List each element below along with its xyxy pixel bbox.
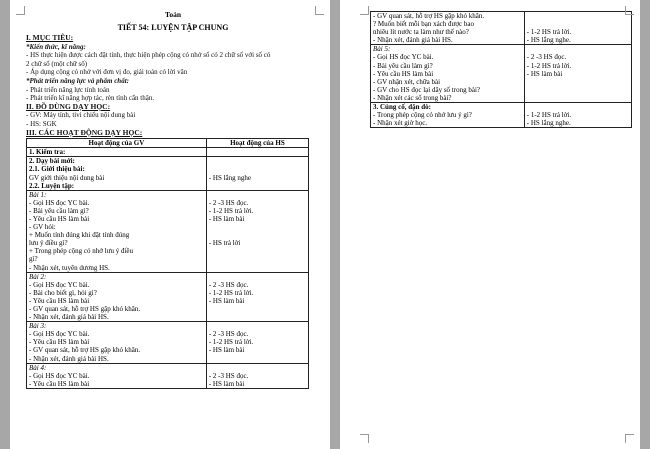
teacher-activity-line: nhiêu lít nước ta làm như thế nào? [373, 28, 469, 37]
student-activity-line [209, 231, 306, 239]
subject-heading: Toán [165, 10, 181, 19]
student-activity-line: - 1-2 HS trả lời. [526, 28, 572, 37]
student-activity-line: - HS làm bài [208, 379, 245, 388]
teacher-activity-line: - Gọi HS đọc YC bài. [29, 371, 90, 380]
student-activity-line: - 2 -3 HS đọc. [526, 53, 567, 62]
teacher-activity-cell [371, 45, 525, 103]
teacher-activity-line: - Gọi HS đọc YC bài. [373, 53, 434, 62]
doc-line: 2 chữ số (một chữ số) [26, 59, 88, 68]
teacher-activity-line: 2. Dạy bài mới: [29, 157, 75, 166]
teacher-activity-line: 3. Củng cố, dặn dò: [373, 103, 431, 112]
doc-line: *Phát triển năng lực và phẩm chất: [26, 76, 129, 85]
doc-line: - Phát triển năng lực tính toán [26, 85, 110, 94]
student-activity-line [209, 191, 306, 199]
teacher-activity-line: - GV cho HS đọc lại dãy số trong bài? [373, 85, 480, 94]
student-activity-line [527, 86, 629, 94]
document-page-right [340, 0, 640, 449]
student-activity-line: - 1-2 HS trả lời. [208, 338, 254, 347]
table-row [27, 157, 309, 190]
student-activity-line: - HS lắng nghe. [526, 36, 571, 45]
teacher-activity-cell [27, 322, 207, 363]
student-activity-line [527, 78, 629, 86]
margin-corner-mark [625, 6, 634, 15]
teacher-activity-line: - Yêu cầu HS làm bài [373, 69, 434, 78]
teacher-activity-line: 2.2. Luyện tập: [29, 181, 75, 190]
student-activity-line [527, 103, 629, 111]
teacher-activity-line: - Nhận xét, tuyên dương HS. [29, 263, 110, 272]
teacher-activity-line: Bài 2: [29, 272, 47, 281]
doc-line: - GV: Máy tính, tivi chiếu nội dung bài [26, 111, 136, 120]
student-activity-cell [206, 190, 308, 272]
student-activity-cell [206, 363, 308, 388]
teacher-activity-line: - Nhận xét, đánh giá bài HS. [373, 36, 453, 45]
student-activity-line: - HS lắng nghe [208, 173, 252, 182]
student-activity-line: - HS làm bài [208, 346, 245, 355]
student-activity-line: - 2 -3 HS đọc. [208, 280, 249, 289]
student-activity-cell [524, 12, 631, 45]
student-activity-line: - 1-2 HS trả lời. [526, 111, 572, 120]
student-activity-line [209, 264, 306, 272]
student-activity-line: - HS làm bài [208, 296, 245, 305]
teacher-activity-line: - Yêu cầu HS làm bài [29, 296, 90, 305]
table-row [27, 190, 309, 272]
student-activity-line: - 1-2 HS trả lời. [526, 61, 572, 70]
teacher-activity-cell [27, 272, 207, 322]
student-activity-cell [206, 148, 308, 157]
table-row [371, 45, 632, 103]
teacher-activity-line: - Bài yêu cầu làm gì? [29, 206, 89, 215]
teacher-activity-line: - Gọi HS đọc YC bài. [29, 280, 90, 289]
teacher-activity-line: - Nhận xét, đánh giá bài HS. [29, 313, 109, 322]
student-activity-cell [206, 157, 308, 190]
student-activity-line [209, 255, 306, 263]
margin-corner-mark [625, 434, 634, 443]
teacher-activity-line: - Yêu cầu HS làm bài [29, 379, 90, 388]
margin-corner-mark [315, 6, 324, 15]
teacher-activity-line: - Trong phép cộng có nhớ lưu ý gì? [373, 111, 472, 120]
margin-corner-mark [16, 6, 25, 15]
student-activity-cell [206, 322, 308, 363]
student-activity-line: - HS lắng nghe. [526, 119, 571, 128]
student-activity-line: - HS làm bài [208, 214, 245, 223]
student-activity-line [527, 94, 629, 102]
student-activity-line: - 1-2 HS trả lời. [208, 206, 254, 215]
teacher-activity-line: - Gọi HS đọc YC bài. [29, 330, 90, 339]
student-activity-cell [206, 272, 308, 322]
doc-line: I. MỤC TIÊU: [26, 33, 74, 42]
teacher-activity-header: Hoạt động của GV [27, 139, 207, 148]
document-page-left [10, 0, 330, 449]
teacher-activity-line: Bài 3: [29, 322, 47, 331]
teacher-activity-cell [27, 363, 207, 388]
teacher-activity-line: - GV quan sát, hỗ trợ HS gặp khó khăn. [373, 12, 485, 20]
teacher-activity-line: - Nhận xét các số trong bài? [373, 93, 452, 102]
student-activity-header: Hoạt động của HS [206, 139, 308, 148]
student-activity-line [209, 247, 306, 255]
student-activity-line [527, 45, 629, 53]
table-row [371, 103, 632, 128]
activities-table [26, 138, 309, 389]
teacher-activity-line: - GV quan sát, hỗ trợ HS gặp khó khăn. [29, 305, 141, 313]
student-activity-line [209, 305, 306, 313]
student-activity-line [209, 355, 306, 363]
teacher-activity-line: - Nhận xét giờ học. [373, 119, 428, 128]
margin-corner-mark [360, 6, 369, 15]
teacher-activity-line: Bài 1: [29, 190, 47, 199]
teacher-activity-cell [371, 12, 525, 45]
doc-line: II. ĐỒ DÙNG DẠY HỌC: [26, 101, 111, 111]
teacher-activity-cell [27, 157, 207, 190]
student-activity-line [527, 20, 629, 28]
teacher-activity-line: + Muốn tính đúng khi đặt tính đúng [29, 231, 130, 240]
teacher-activity-line: + Trong phép cộng có nhớ lưu ý điều [29, 247, 133, 256]
student-activity-line: - HS trả lời [208, 239, 241, 248]
teacher-activity-line: - GV quan sát, hỗ trợ HS gặp khó khăn. [29, 346, 141, 355]
teacher-activity-line: 1. Kiểm tra: [29, 148, 66, 157]
doc-line: - Áp dụng cộng có nhớ với đơn vị đo, giải toán có lời văn [26, 68, 188, 77]
student-activity-line [209, 157, 306, 165]
student-activity-line [209, 165, 306, 173]
teacher-activity-cell [27, 190, 207, 272]
student-activity-cell [524, 103, 631, 128]
student-activity-line [209, 148, 306, 156]
teacher-activity-line: Bài 5: [373, 45, 391, 54]
student-activity-line [209, 223, 306, 231]
lesson-objectives [26, 34, 320, 137]
doc-line: III. CÁC HOẠT ĐỘNG DẠY HỌC: [26, 127, 143, 137]
student-activity-line: - 2 -3 HS đọc. [208, 371, 249, 380]
teacher-activity-line: - Yêu cầu HS làm bài [29, 214, 90, 223]
table-row [27, 363, 309, 388]
teacher-activity-line: Bài 4: [29, 363, 47, 372]
teacher-activity-line: - Bài cho biết gì, hỏi gì? [29, 288, 97, 297]
teacher-activity-line: 2.1. Giới thiệu bài: [29, 165, 85, 174]
doc-line: - HS: SGK [26, 119, 57, 128]
table-row [371, 12, 632, 45]
margin-corner-mark [360, 434, 369, 443]
doc-line: - HS thực hiện được cách đặt tính, thực hiện phép cộng có nhớ số có 2 chữ số với số có [26, 51, 271, 60]
student-activity-line [209, 273, 306, 281]
teacher-activity-line: - Nhận xét, đánh giá bài HS. [29, 354, 109, 363]
teacher-activity-line: - GV hỏi: [29, 223, 56, 232]
student-activity-line: - 2 -3 HS đọc. [208, 198, 249, 207]
table-row [27, 272, 309, 322]
table-row [27, 322, 309, 363]
student-activity-line: - 1-2 HS trả lời. [208, 288, 254, 297]
table-row [27, 148, 309, 157]
teacher-activity-line: GV giới thiệu nội dung bài [29, 173, 105, 182]
student-activity-line [209, 322, 306, 330]
student-activity-line [209, 313, 306, 321]
doc-line: *Kiến thức, kĩ năng: [26, 42, 86, 51]
student-activity-line: - 2 -3 HS đọc. [208, 330, 249, 339]
teacher-activity-line: - GV nhận xét, chữa bài [373, 77, 441, 86]
teacher-activity-cell [27, 148, 207, 157]
student-activity-line: - HS làm bài [526, 69, 563, 78]
teacher-activity-cell [371, 103, 525, 128]
teacher-activity-line: lưu ý điều gì? [29, 239, 68, 248]
teacher-activity-line: gì? [29, 255, 38, 264]
teacher-activity-line: ? Muốn biết mỗi bạn xách được bao [373, 20, 474, 29]
student-activity-line [209, 364, 306, 372]
student-activity-cell [524, 45, 631, 103]
activities-table-continued [370, 11, 632, 128]
student-activity-line [209, 182, 306, 190]
teacher-activity-line: - Yêu cầu HS làm bài [29, 338, 90, 347]
doc-line: - Phát triển kĩ năng hợp tác, rèn tính cẩn thận. [26, 94, 155, 103]
lesson-title: TIẾT 54: LUYỆN TẬP CHUNG [117, 23, 229, 32]
teacher-activity-line: - Gọi HS đọc YC bài. [29, 198, 90, 207]
student-activity-line [527, 12, 629, 20]
teacher-activity-line: - Bài yêu cầu làm gì? [373, 61, 433, 70]
